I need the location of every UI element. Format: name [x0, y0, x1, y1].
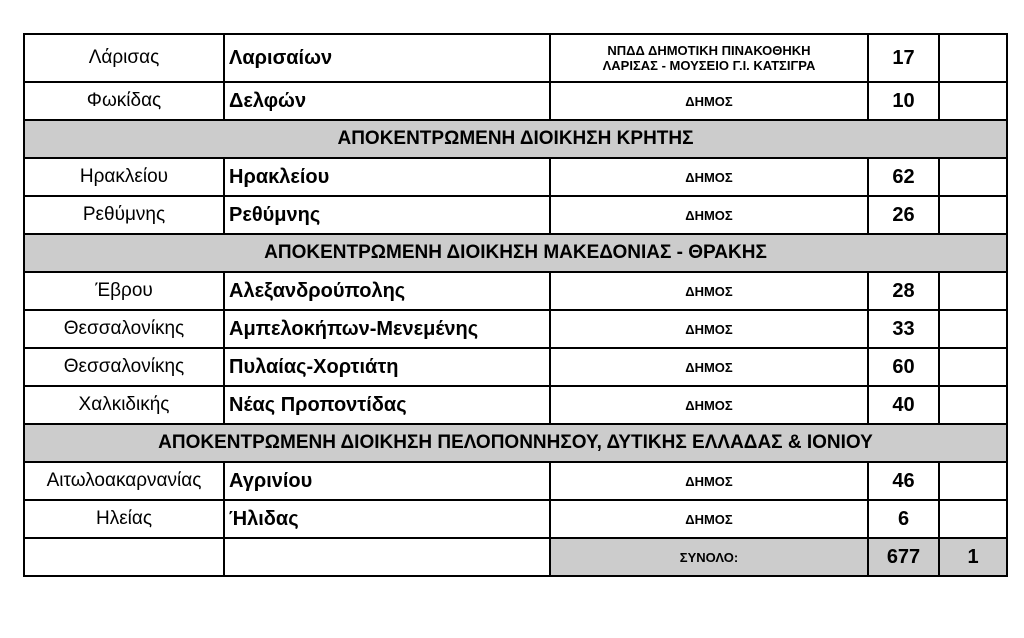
- count-cell: 60: [868, 348, 939, 386]
- total-count: 677: [868, 538, 939, 576]
- total-empty-cell-1: [24, 538, 224, 576]
- municipality-cell: Αμπελοκήπων-Μενεμένης: [224, 310, 550, 348]
- municipality-cell: Ήλιδας: [224, 500, 550, 538]
- entity-type-cell: ΔΗΜΟΣ: [550, 196, 868, 234]
- entity-type-cell: ΔΗΜΟΣ: [550, 348, 868, 386]
- municipality-cell: Αγρινίου: [224, 462, 550, 500]
- prefecture-cell: Λάρισας: [24, 34, 224, 82]
- table-row: [24, 272, 1007, 310]
- extra-cell: [939, 310, 1007, 348]
- total-extra: 1: [939, 538, 1007, 576]
- extra-cell: [939, 348, 1007, 386]
- municipality-cell: Ρεθύμνης: [224, 196, 550, 234]
- table-row: [24, 82, 1007, 120]
- extra-cell: [939, 462, 1007, 500]
- table-body: [24, 34, 1007, 576]
- prefecture-cell: Φωκίδας: [24, 82, 224, 120]
- entity-type-cell: ΔΗΜΟΣ: [550, 272, 868, 310]
- prefecture-cell: Χαλκιδικής: [24, 386, 224, 424]
- count-cell: 17: [868, 34, 939, 82]
- extra-cell: [939, 34, 1007, 82]
- prefecture-cell: Έβρου: [24, 272, 224, 310]
- entity-type-cell: ΔΗΜΟΣ: [550, 82, 868, 120]
- table-row: [24, 158, 1007, 196]
- prefecture-cell: Ηρακλείου: [24, 158, 224, 196]
- prefecture-cell: Ρεθύμνης: [24, 196, 224, 234]
- entity-type-line-1: ΝΠΔΔ ΔΗΜΟΤΙΚΗ ΠΙΝΑΚΟΘΗΚΗ: [607, 43, 811, 58]
- table-row: [24, 310, 1007, 348]
- entity-type-cell: ΔΗΜΟΣ: [550, 386, 868, 424]
- count-cell: 26: [868, 196, 939, 234]
- table-row: [24, 500, 1007, 538]
- table-row: [24, 462, 1007, 500]
- count-cell: 46: [868, 462, 939, 500]
- municipality-cell: Πυλαίας-Χορτιάτη: [224, 348, 550, 386]
- table-row: [24, 196, 1007, 234]
- extra-cell: [939, 386, 1007, 424]
- count-cell: 10: [868, 82, 939, 120]
- section-title: ΑΠΟΚΕΝΤΡΩΜΕΝΗ ΔΙΟΙΚΗΣΗ ΚΡΗΤΗΣ: [24, 120, 1007, 158]
- municipality-cell: Αλεξανδρούπολης: [224, 272, 550, 310]
- prefecture-cell: Θεσσαλονίκης: [24, 348, 224, 386]
- count-cell: 33: [868, 310, 939, 348]
- section-header-row: [24, 424, 1007, 462]
- count-cell: 28: [868, 272, 939, 310]
- count-cell: 6: [868, 500, 939, 538]
- extra-cell: [939, 500, 1007, 538]
- section-title: ΑΠΟΚΕΝΤΡΩΜΕΝΗ ΔΙΟΙΚΗΣΗ ΜΑΚΕΔΟΝΙΑΣ - ΘΡΑΚΗΣ: [24, 234, 1007, 272]
- section-header-row: [24, 120, 1007, 158]
- section-title: ΑΠΟΚΕΝΤΡΩΜΕΝΗ ΔΙΟΙΚΗΣΗ ΠΕΛΟΠΟΝΝΗΣΟΥ, ΔΥΤΙΚΗΣ ΕΛΛΑΔΑΣ & ΙΟΝΙΟΥ: [24, 424, 1007, 462]
- municipality-cell: Λαρισαίων: [224, 34, 550, 82]
- entity-type-cell: ΔΗΜΟΣ: [550, 310, 868, 348]
- extra-cell: [939, 158, 1007, 196]
- extra-cell: [939, 272, 1007, 310]
- entity-type-cell: [550, 34, 868, 82]
- municipality-cell: Νέας Προποντίδας: [224, 386, 550, 424]
- count-cell: 40: [868, 386, 939, 424]
- entity-type-cell: ΔΗΜΟΣ: [550, 158, 868, 196]
- entity-type-cell: ΔΗΜΟΣ: [550, 500, 868, 538]
- total-label: ΣΥΝΟΛΟ:: [550, 538, 868, 576]
- prefecture-cell: Ηλείας: [24, 500, 224, 538]
- municipalities-table: [23, 33, 1008, 577]
- municipality-cell: Ηρακλείου: [224, 158, 550, 196]
- municipality-cell: Δελφών: [224, 82, 550, 120]
- prefecture-cell: Θεσσαλονίκης: [24, 310, 224, 348]
- prefecture-cell: Αιτωλοακαρνανίας: [24, 462, 224, 500]
- table-row: [24, 34, 1007, 82]
- extra-cell: [939, 196, 1007, 234]
- count-cell: 62: [868, 158, 939, 196]
- entity-type-line-2: ΛΑΡΙΣΑΣ - ΜΟΥΣΕΙΟ Γ.Ι. ΚΑΤΣΙΓΡΑ: [602, 58, 816, 73]
- table-row: [24, 348, 1007, 386]
- table-row: [24, 386, 1007, 424]
- section-header-row: [24, 234, 1007, 272]
- total-empty-cell-2: [224, 538, 550, 576]
- entity-type-cell: ΔΗΜΟΣ: [550, 462, 868, 500]
- total-row: [24, 538, 1007, 576]
- extra-cell: [939, 82, 1007, 120]
